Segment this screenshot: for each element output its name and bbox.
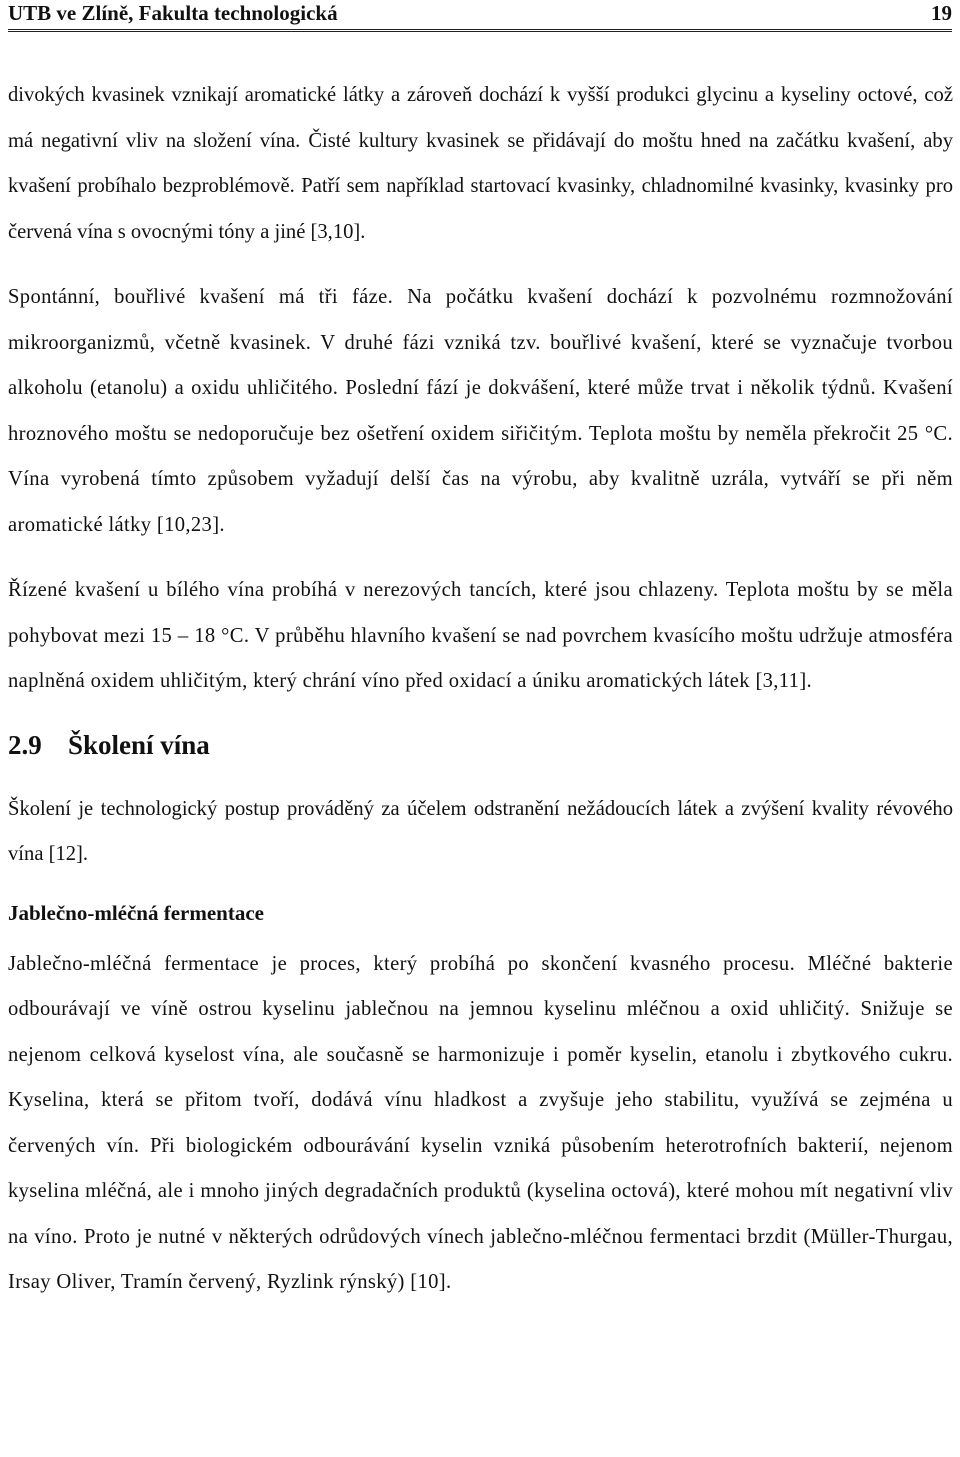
page-header — [8, 0, 952, 28]
paragraph-fining-intro: Školení je technologický postup prováděný za účelem odstranění nežádoucích látek a zvýšení kvality révového vína [12]. — [8, 797, 953, 865]
paragraph-spontaneous-fermentation: Spontánní, bouřlivé kvašení má tři fáze. Na počátku kvašení dochází k pozvolnému rozmnožování mikroorganizmů, včetně kvasinek. V druhé fázi vzniká tzv. bouřlivé kvašení, které se vyznačuje tvorbou alkoholu (etanolu) a oxidu uhličitého. Poslední fází je dokvášení, které může trvat i několik týdnů. Kvašení hroznového moštu se nedoporučuje bez ošetření oxidem siřičitým. Teplota moštu by neměla překročit 25 °C. Vína vyrobená tímto způsobem vyžadují delší čas na výrobu, aby kvalitně uzrála, vytváří se při něm aromatické látky [10,23]. — [8, 286, 953, 536]
header-title: UTB ve Zlíně, Fakulta technologická — [8, 1, 338, 25]
paragraph-controlled-fermentation: Řízené kvašení u bílého vína probíhá v nerezových tancích, které jsou chlazeny. Teplota moštu by se měla pohybovat mezi 15 – 18 °C. V průběhu hlavního kvašení se nad povrchem kvasícího moštu udržuje atmosféra naplněná oxidem uhličitým, který chrání víno před oxidací a úniku aromatických látek [3,11]. — [8, 579, 953, 692]
page-content — [8, 73, 953, 1326]
subsection-heading: Jablečno-mléčná fermentace — [8, 900, 264, 925]
paragraph-yeast-cultures: divokých kvasinek vznikají aromatické látky a zároveň dochází k vyšší produkci glycinu a kyseliny octové, což má negativní vliv na složení vína. Čisté kultury kvasinek se přidávají do moštu hned na začátku kvašení, aby kvašení probíhalo bezproblémově. Patří sem například startovací kvasinky, chladnomilné kvasinky, kvasinky pro červená vína s ovocnými tóny a jiné [3,10]. — [8, 84, 953, 243]
section-heading — [8, 725, 953, 765]
section-title: Školení vína — [68, 729, 210, 760]
section-number: 2.9 — [8, 729, 42, 760]
header-divider — [8, 29, 952, 32]
page-number: 19 — [931, 1, 952, 25]
paragraph-malolactic-fermentation: Jablečno-mléčná fermentace je proces, který probíhá po skončení kvasného procesu. Mléčné bakterie odbourávají ve víně ostrou kyselinu jablečnou na jemnou kyselinu mléčnou a oxid uhličitý. Snižuje se nejenom celková kyselost vína, ale současně se harmonizuje i poměr kyselin, etanolu i zbytkového cukru. Kyselina, která se přitom tvoří, dodává vínu hladkost a zvyšuje jeho stabilitu, využívá se zejména u červených vín. Při biologickém odbourávání kyselin vzniká působením heterotrofních bakterií, nejenom kyselina mléčná, ale i mnoho jiných degradačních produktů (kyselina octová), které mohou mít negativní vliv na víno. Proto je nutné v některých odrůdových vínech jablečno-mléčnou fermentaci brzdit (Müller-Thurgau, Irsay Oliver, Tramín červený, Ryzlink rýnský) [10]. — [8, 952, 953, 1293]
